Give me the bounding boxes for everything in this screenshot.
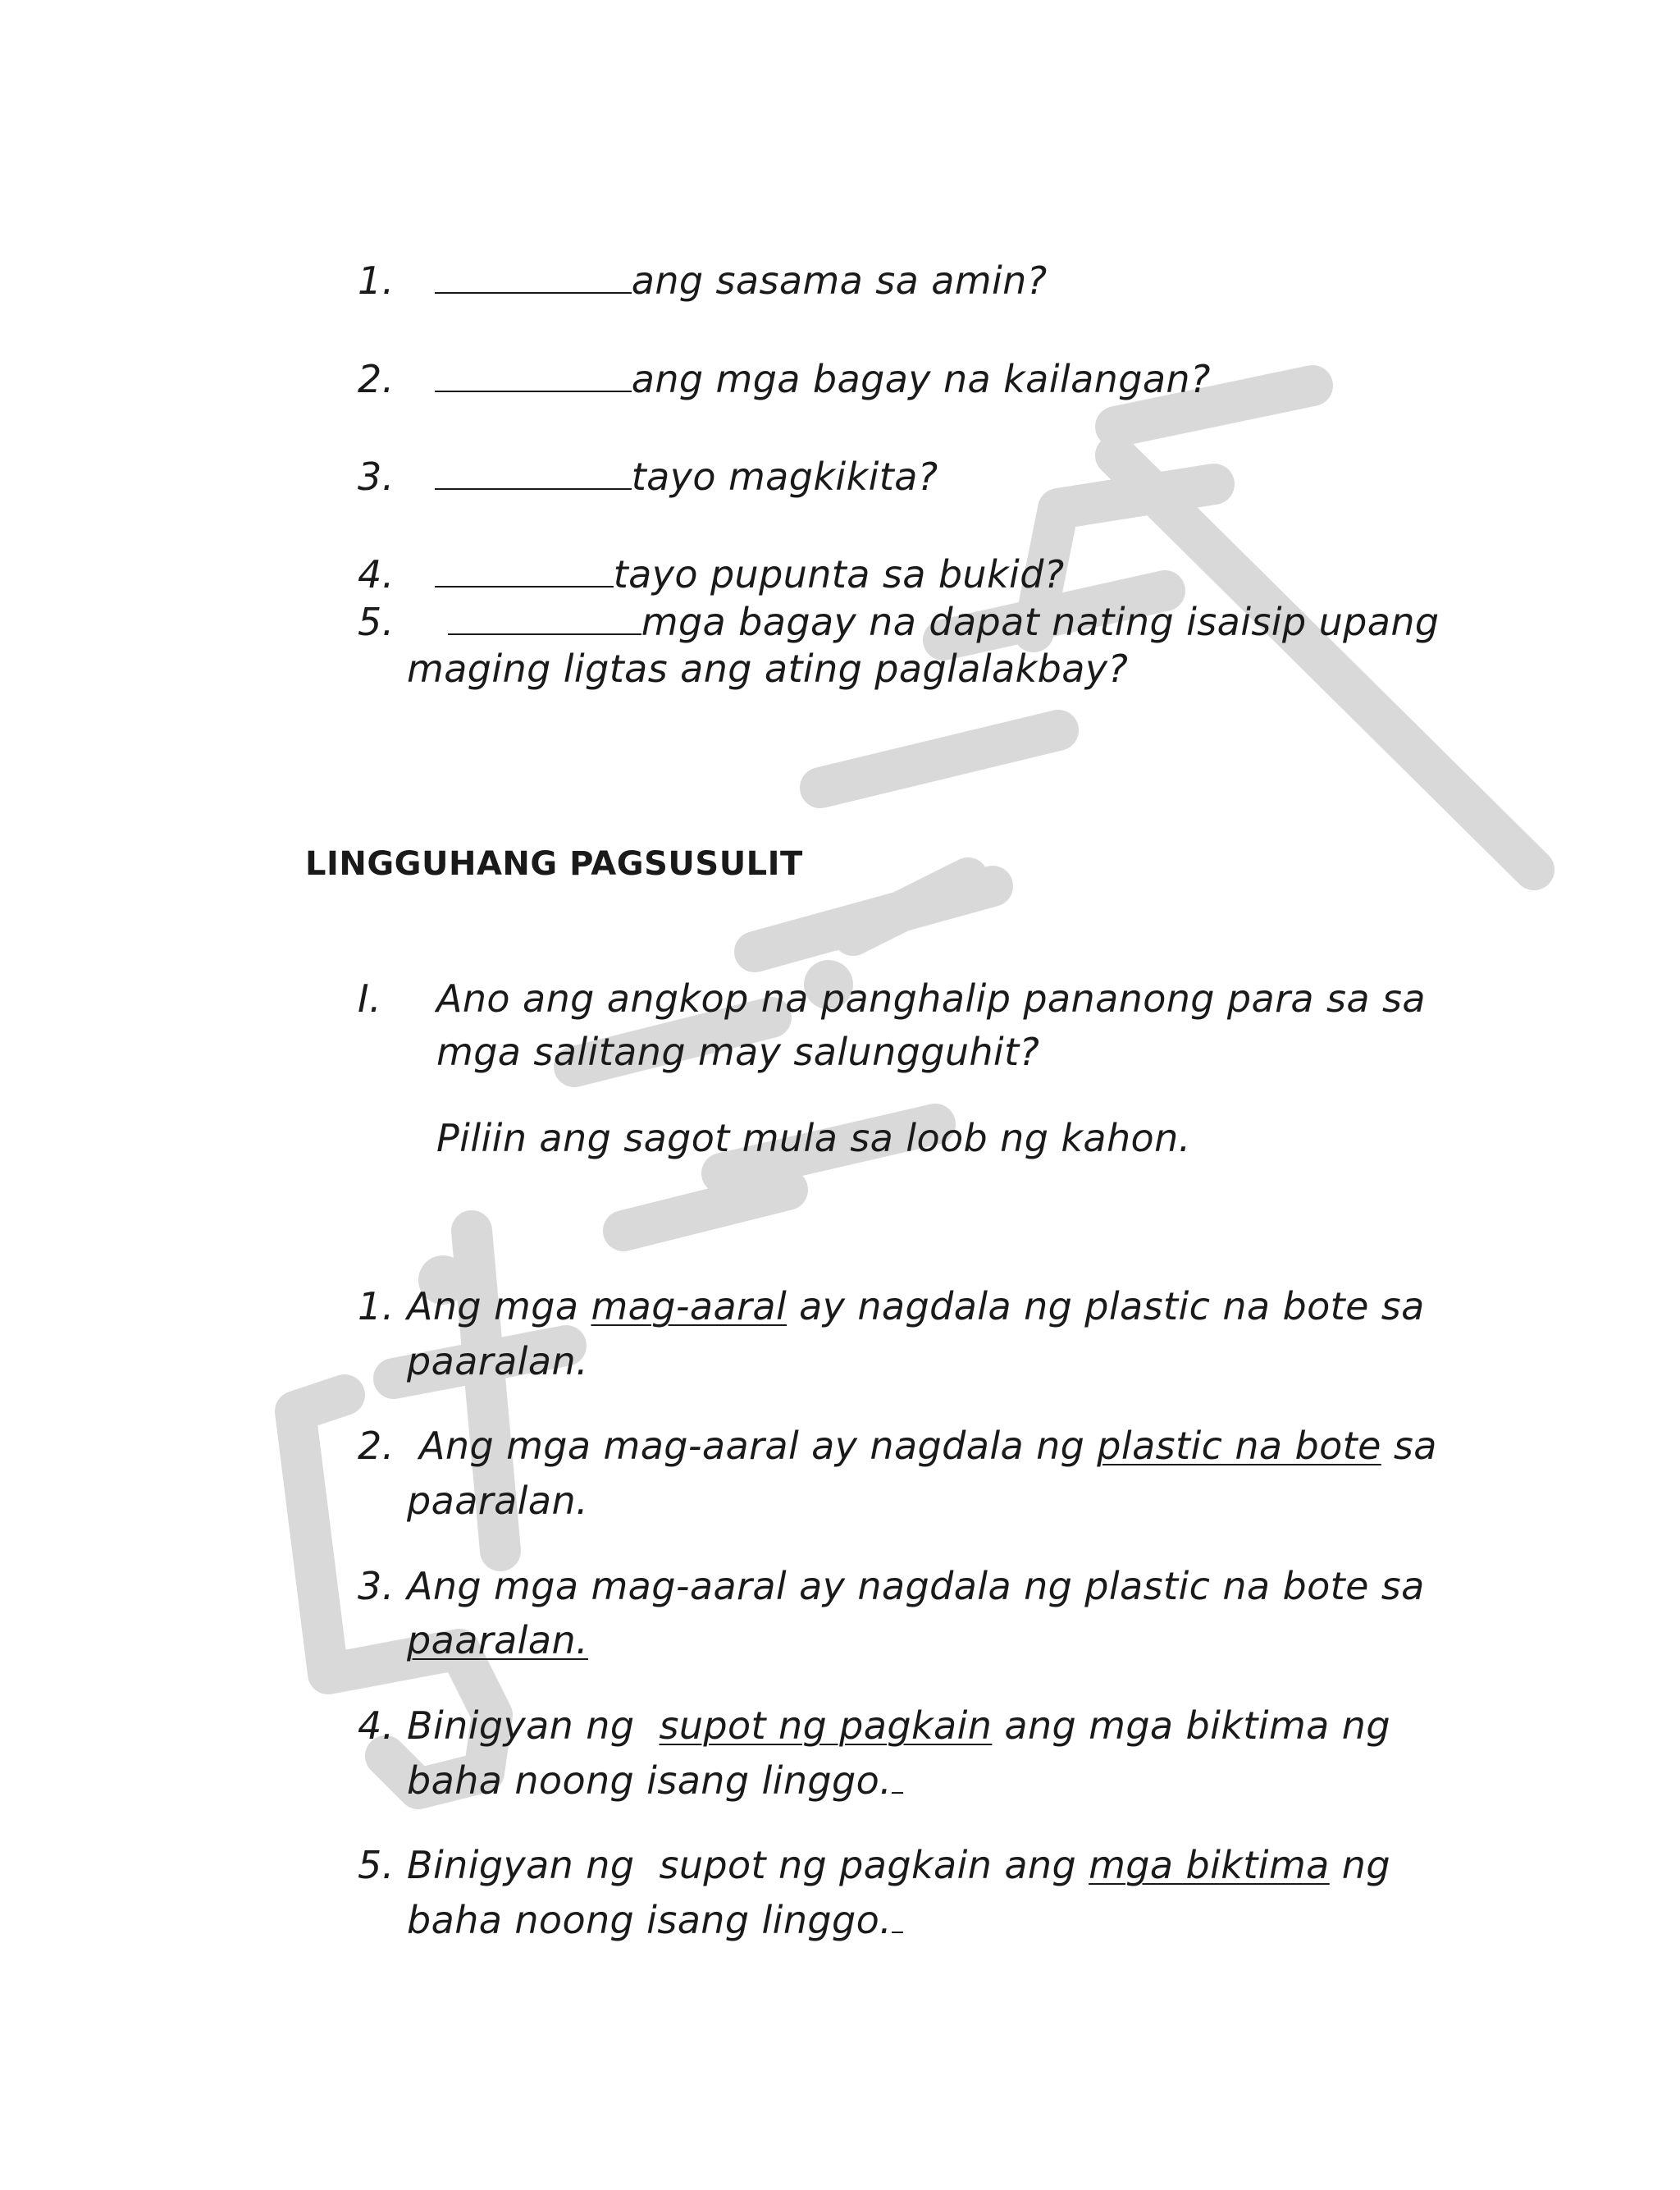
question-text: Binigyan ng (407, 1703, 660, 1748)
answer-blank[interactable] (435, 452, 632, 490)
underlined-word: paaralan. (407, 1618, 589, 1662)
question-text: Binigyan ng supot ng pagkain ang (407, 1843, 1089, 1887)
question-number: 3. (358, 1564, 395, 1608)
answer-blank[interactable] (435, 354, 632, 392)
item-number: 2. (358, 357, 395, 401)
part-numeral: I. (358, 976, 381, 1021)
fill-in-item-3 (358, 452, 938, 499)
underlined-word: mag-aaral (591, 1284, 788, 1328)
underlined-word: mga biktima (1089, 1843, 1330, 1887)
question-text: Ang mga mag-aaral ay nagdala ng (407, 1424, 1098, 1468)
question-3-line-2 (407, 1618, 588, 1662)
question-5-line-2 (407, 1898, 903, 1942)
question-number: 4. (358, 1703, 395, 1748)
question-3 (358, 1564, 1425, 1608)
underlined-word: plastic na bote (1097, 1424, 1381, 1468)
trailing-underline (892, 1899, 903, 1933)
fill-in-item-1 (358, 256, 1048, 303)
fill-in-item-5 (358, 597, 1440, 644)
item-number: 1. (358, 258, 395, 303)
item-text: ang sasama sa amin? (631, 258, 1048, 303)
question-number: 5. (358, 1843, 395, 1887)
question-2 (358, 1424, 1437, 1468)
question-text: Ang mga (407, 1284, 591, 1328)
instruction-line-3: Piliin ang sagot mula sa loob ng kahon. (436, 1116, 1191, 1160)
underlined-word: supot ng pagkain (659, 1703, 993, 1748)
question-text: ng (1329, 1843, 1390, 1887)
item-text: mga bagay na dapat nating isaisip upang (641, 600, 1440, 644)
question-number: 2. (358, 1424, 395, 1468)
question-4 (358, 1703, 1390, 1748)
answer-blank[interactable] (448, 597, 641, 635)
item-number: 5. (358, 600, 395, 644)
question-1 (358, 1284, 1425, 1328)
question-2-line-2: paaralan. (407, 1479, 589, 1523)
item-number: 3. (358, 455, 395, 499)
question-text: ay nagdala ng plastic na bote sa (787, 1284, 1425, 1328)
question-text: baha noong isang linggo. (407, 1758, 892, 1803)
instruction-line-2: mga salitang may salungguhit? (436, 1030, 1040, 1074)
item-number: 4. (358, 552, 395, 597)
question-number: 1. (358, 1284, 395, 1328)
fill-in-item-4 (358, 550, 1065, 597)
fill-in-item-5-continuation: maging ligtas ang ating paglalakbay? (407, 647, 1129, 691)
answer-blank[interactable] (435, 256, 632, 294)
question-text: baha noong isang linggo. (407, 1898, 892, 1942)
item-text: tayo magkikita? (631, 455, 938, 499)
item-text: ang mga bagay na kailangan? (631, 357, 1211, 401)
question-text: ang mga biktima ng (992, 1703, 1390, 1748)
question-5 (358, 1843, 1390, 1887)
instruction-line-1: Ano ang angkop na panghalip pananong para sa sa (436, 976, 1426, 1021)
question-text: sa (1381, 1424, 1437, 1468)
fill-in-item-2 (358, 354, 1211, 401)
item-text: tayo pupunta sa bukid? (613, 552, 1065, 597)
question-4-line-2 (407, 1758, 903, 1803)
answer-blank[interactable] (435, 550, 614, 588)
question-1-line-2: paaralan. (407, 1339, 589, 1383)
question-text: Ang mga mag-aaral ay nagdala ng plastic na bote sa (407, 1564, 1425, 1608)
section-title: LINGGUHANG PAGSUSULIT (305, 845, 803, 883)
trailing-underline (892, 1759, 903, 1794)
